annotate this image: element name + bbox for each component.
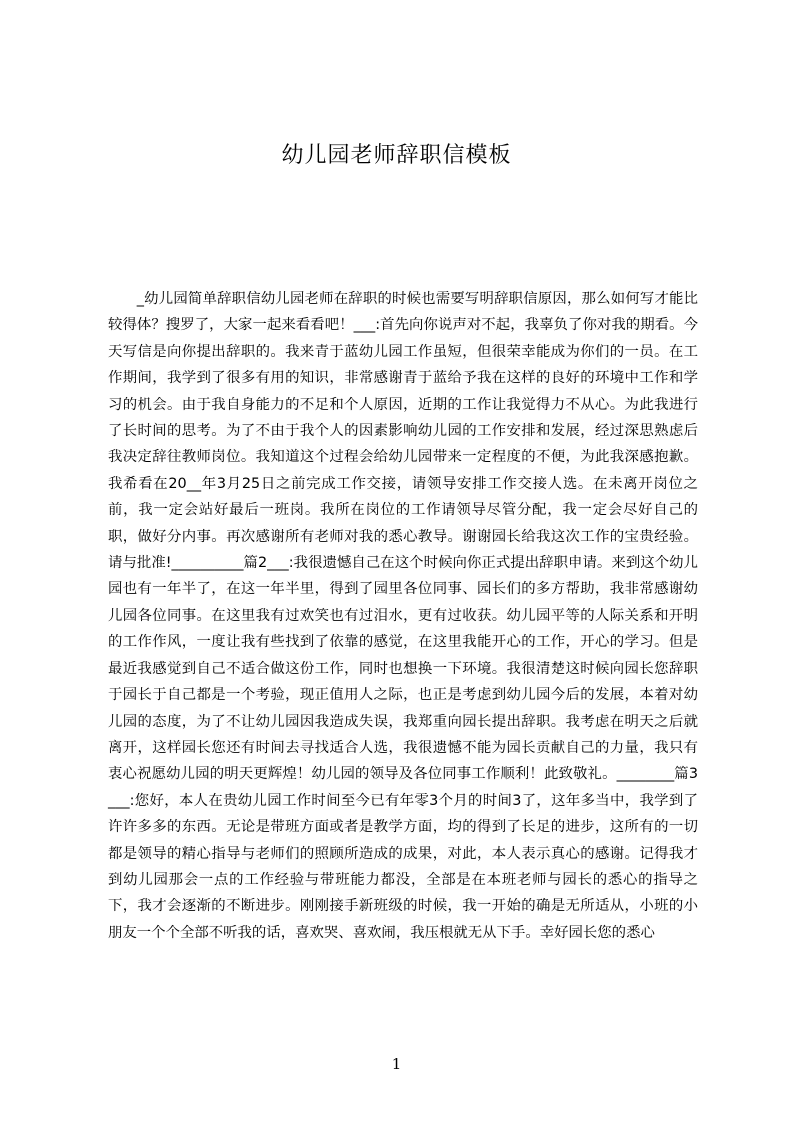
document-title: 幼儿园老师辞职信模板 <box>281 143 512 168</box>
document-body: _幼儿园简单辞职信幼儿园老师在辞职的时候也需要写明辞职信原因，那么如何写才能比较得体？搜罗了，大家一起来看看吧！___:首先向你说声对不起，我辜负了你对我的期看。今天写信是向你提出辞职的。我来青于蓝幼儿园工作虽短，但很荣幸能成为你们的一员。在工作期间，我学到了很多有用的知识，非常感谢青于蓝给予我在这样的良好的环境中工作和学习的机会。由于我自身能力的不足和个人原因，近期的工作让我觉得力不从心。为此我进行了长时间的思考。为了不由于我个人的因素影响幼儿园的工作安排和发展，经过深思熟虑后我决定辞往教师岗位。我知道这个过程会给幼儿园带来一定程度的不便，为此我深感抱歉。我希看在20__年3月25日之前完成工作交接，请领导安排工作交接人选。在未离开岗位之前，我一定会站好最后一班岗。我所在岗位的工作请领导尽管分配，我一定会尽好自己的职，做好分内事。再次感谢所有老师对我的悉心教导。谢谢园长给我这次工作的宝贵经验。请与批准!__________篇2___:我很遗憾自己在这个时候向你正式提出辞职申请。来到这个幼儿园也有一年半了，在这一年半里，得到了园里各位同事、园长们的多方帮助，我非常感谢幼儿园各位同事。在这里我有过欢笑也有过泪水，更有过收获。幼儿园平等的人际关系和开明的工作作风，一度让我有些找到了依靠的感觉，在这里我能开心的工作，开心的学习。但是最近我感觉到自己不适合做这份工作，同时也想换一下环境。我很清楚这时候向园长您辞职于园长于自己都是一个考验，现正值用人之际，也正是考虑到幼儿园今后的发展，本着对幼儿园的态度，为了不让幼儿园因我造成失误，我郑重向园长提出辞职。我考虑在明天之后就离开，这样园长您还有时间去寻找适合人选，我很遗憾不能为园长贡献自己的力量，我只有衷心祝愿幼儿园的明天更辉煌！幼儿园的领导及各位同事工作顺利！此致敬礼。________篇3___:您好，本人在贵幼儿园工作时间至今已有年零3个月的时间3了，这年多当中，我学到了许许多多的东西。无论是带班方面或者是教学方面，均的得到了长足的进步，这所有的一切都是领导的精心指导与老师们的照顾所造成的成果，对此，本人表示真心的感谢。记得我才到幼儿园那会一点的工作经验与带班能力都没，全部是在本班老师与园长的悉心的指导之下，我才会逐渐的不断进步。刚刚接手新班级的时候，我一开始的确是无所适从，小班的小朋友一个个全部不听我的话，喜欢哭、喜欢闹，我压根就无从下手。幸好园长您的悉心 <box>108 291 698 941</box>
page-number: 1 <box>391 1055 402 1073</box>
